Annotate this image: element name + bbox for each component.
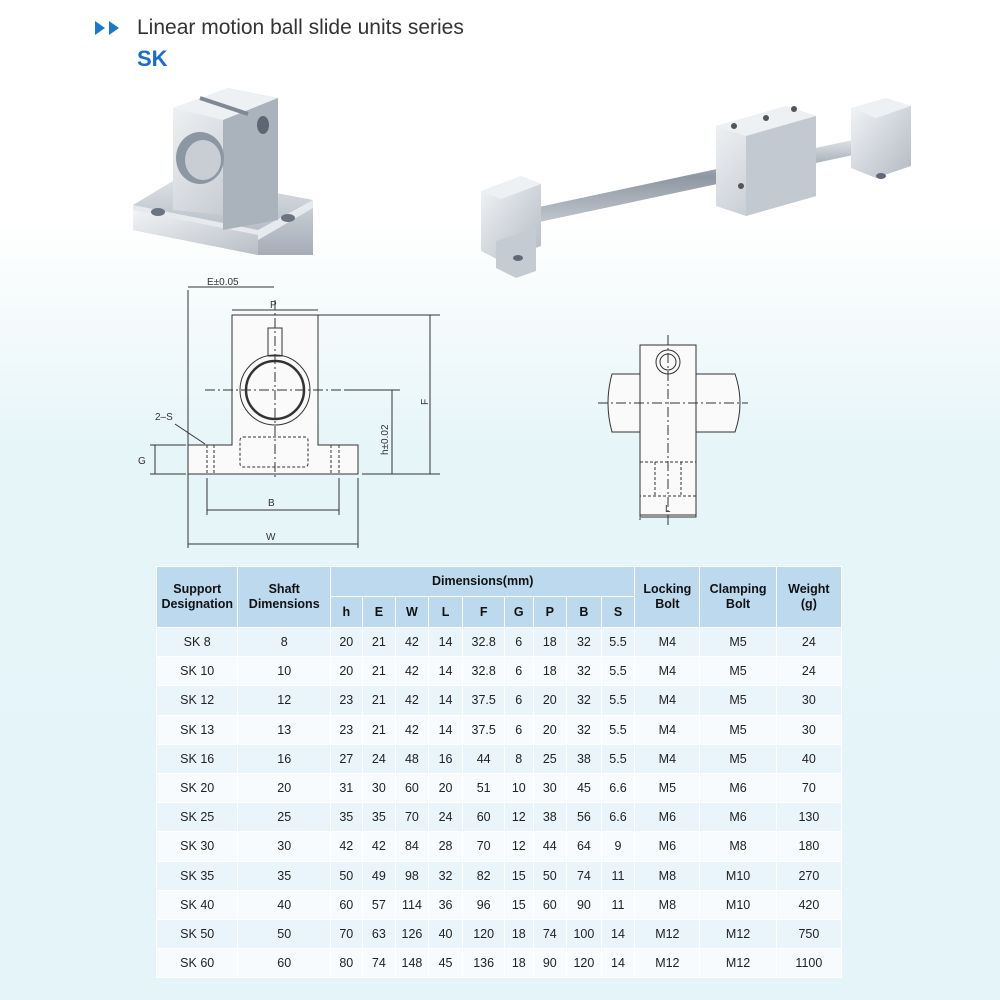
table-cell: M4 — [635, 686, 700, 715]
table-cell: 5.5 — [601, 715, 635, 744]
table-cell: 18 — [533, 628, 567, 657]
table-cell: 120 — [567, 949, 602, 978]
table-cell: M5 — [700, 715, 776, 744]
table-cell: M5 — [700, 686, 776, 715]
table-cell: 20 — [331, 628, 363, 657]
table-cell: 35 — [362, 803, 396, 832]
series-name: SK — [137, 46, 168, 71]
table-cell: 18 — [505, 949, 533, 978]
table-cell: M5 — [700, 657, 776, 686]
col-header-weight: Weight (g) — [776, 567, 841, 628]
table-cell: 23 — [331, 686, 363, 715]
table-cell: 30 — [776, 686, 841, 715]
table-row — [157, 803, 842, 832]
table-cell: SK 20 — [157, 773, 238, 802]
col-header-support: Support Designation — [157, 567, 238, 628]
col-header-h: h — [331, 597, 363, 628]
table-cell: M12 — [700, 919, 776, 948]
table-cell: 1100 — [776, 949, 841, 978]
table-cell: SK 25 — [157, 803, 238, 832]
table-cell: 12 — [505, 803, 533, 832]
table-cell: 60 — [463, 803, 505, 832]
table-cell: 42 — [396, 628, 429, 657]
table-row — [157, 628, 842, 657]
table-cell: 28 — [428, 832, 463, 861]
table-cell: 114 — [396, 890, 429, 919]
table-cell: 18 — [505, 919, 533, 948]
table-cell: 420 — [776, 890, 841, 919]
table-cell: SK 50 — [157, 919, 238, 948]
page-title: Linear motion ball slide units series — [137, 16, 464, 39]
table-cell: 36 — [428, 890, 463, 919]
table-cell: 32.8 — [463, 657, 505, 686]
table-cell: M6 — [700, 773, 776, 802]
dim-l-label: L — [665, 504, 671, 515]
table-row — [157, 657, 842, 686]
table-cell: 120 — [463, 919, 505, 948]
col-header-p: P — [533, 597, 567, 628]
table-cell: 45 — [428, 949, 463, 978]
table-cell: 44 — [533, 832, 567, 861]
table-cell: 20 — [331, 657, 363, 686]
table-cell: 30 — [776, 715, 841, 744]
table-cell: 16 — [238, 744, 331, 773]
table-cell: 136 — [463, 949, 505, 978]
table-cell: 44 — [463, 744, 505, 773]
table-cell: 42 — [396, 657, 429, 686]
col-header-e: E — [362, 597, 396, 628]
table-cell: 24 — [428, 803, 463, 832]
table-cell: 18 — [533, 657, 567, 686]
dim-p-label: P — [270, 300, 277, 311]
table-cell: 32 — [567, 715, 602, 744]
table-cell: M4 — [635, 715, 700, 744]
table-row — [157, 773, 842, 802]
table-cell: 35 — [238, 861, 331, 890]
col-header-s: S — [601, 597, 635, 628]
dim-g-label: G — [138, 456, 146, 467]
table-cell: SK 16 — [157, 744, 238, 773]
table-cell: 90 — [567, 890, 602, 919]
table-cell: 32 — [567, 657, 602, 686]
table-cell: 12 — [238, 686, 331, 715]
dim-h-label: h±0.02 — [380, 424, 391, 455]
table-cell: M8 — [635, 890, 700, 919]
table-cell: 130 — [776, 803, 841, 832]
table-cell: SK 30 — [157, 832, 238, 861]
table-cell: 21 — [362, 628, 396, 657]
table-cell: 148 — [396, 949, 429, 978]
col-header-locking-bolt: Locking Bolt — [635, 567, 700, 628]
table-cell: 80 — [331, 949, 363, 978]
table-cell: 100 — [567, 919, 602, 948]
table-cell: 57 — [362, 890, 396, 919]
table-cell: 25 — [533, 744, 567, 773]
table-cell: 38 — [533, 803, 567, 832]
table-cell: M10 — [700, 890, 776, 919]
table-cell: 50 — [533, 861, 567, 890]
table-cell: 40 — [238, 890, 331, 919]
table-cell: 6.6 — [601, 773, 635, 802]
table-cell: 16 — [428, 744, 463, 773]
table-cell: M12 — [700, 949, 776, 978]
table-cell: 32.8 — [463, 628, 505, 657]
dim-w-label: W — [266, 532, 276, 543]
table-cell: 30 — [238, 832, 331, 861]
table-cell: SK 12 — [157, 686, 238, 715]
table-cell: 98 — [396, 861, 429, 890]
table-cell: 32 — [428, 861, 463, 890]
dim-s-label: 2–S — [155, 412, 173, 423]
table-cell: 12 — [505, 832, 533, 861]
dim-e-label: E±0.05 — [207, 277, 239, 288]
table-cell: 180 — [776, 832, 841, 861]
table-cell: 96 — [463, 890, 505, 919]
table-cell: 20 — [533, 715, 567, 744]
table-cell: 40 — [776, 744, 841, 773]
table-cell: M8 — [700, 832, 776, 861]
table-cell: 27 — [331, 744, 363, 773]
table-cell: 40 — [428, 919, 463, 948]
table-cell: SK 8 — [157, 628, 238, 657]
table-cell: 15 — [505, 890, 533, 919]
table-cell: M5 — [700, 628, 776, 657]
table-cell: 42 — [362, 832, 396, 861]
table-cell: 10 — [505, 773, 533, 802]
col-header-shaft: Shaft Dimensions — [238, 567, 331, 628]
dim-f-label: F — [420, 398, 431, 405]
table-row — [157, 890, 842, 919]
table-cell: 37.5 — [463, 715, 505, 744]
table-cell: 30 — [362, 773, 396, 802]
table-cell: 14 — [601, 919, 635, 948]
table-row — [157, 919, 842, 948]
table-cell: 84 — [396, 832, 429, 861]
table-cell: 31 — [331, 773, 363, 802]
table-cell: 35 — [331, 803, 363, 832]
table-cell: 30 — [533, 773, 567, 802]
col-header-b: B — [567, 597, 602, 628]
table-row — [157, 949, 842, 978]
col-header-g: G — [505, 597, 533, 628]
col-header-w: W — [396, 597, 429, 628]
table-cell: 5.5 — [601, 628, 635, 657]
table-cell: 21 — [362, 715, 396, 744]
table-cell: 5.5 — [601, 686, 635, 715]
table-cell: M12 — [635, 949, 700, 978]
table-cell: 15 — [505, 861, 533, 890]
table-cell: SK 10 — [157, 657, 238, 686]
table-cell: 56 — [567, 803, 602, 832]
table-cell: 14 — [428, 715, 463, 744]
table-cell: 48 — [396, 744, 429, 773]
table-cell: 63 — [362, 919, 396, 948]
table-cell: 20 — [533, 686, 567, 715]
table-cell: 64 — [567, 832, 602, 861]
table-cell: 11 — [601, 861, 635, 890]
table-cell: 5.5 — [601, 657, 635, 686]
table-row — [157, 715, 842, 744]
table-cell: 24 — [362, 744, 396, 773]
table-cell: 750 — [776, 919, 841, 948]
table-cell: 60 — [533, 890, 567, 919]
table-cell: 6 — [505, 686, 533, 715]
table-cell: 8 — [505, 744, 533, 773]
table-cell: 74 — [362, 949, 396, 978]
table-cell: M6 — [700, 803, 776, 832]
table-cell: 14 — [428, 628, 463, 657]
table-cell: 70 — [396, 803, 429, 832]
table-cell: 60 — [396, 773, 429, 802]
table-cell: 6 — [505, 715, 533, 744]
table-cell: 74 — [533, 919, 567, 948]
col-header-clamping-bolt: Clamping Bolt — [700, 567, 776, 628]
table-cell: 70 — [331, 919, 363, 948]
col-header-dimensions: Dimensions(mm) — [331, 567, 635, 597]
table-cell: 42 — [331, 832, 363, 861]
table-cell: M12 — [635, 919, 700, 948]
table-cell: 82 — [463, 861, 505, 890]
table-cell: 5.5 — [601, 744, 635, 773]
table-cell: 74 — [567, 861, 602, 890]
table-cell: 38 — [567, 744, 602, 773]
table-cell: 20 — [238, 773, 331, 802]
table-cell: 6 — [505, 628, 533, 657]
table-cell: 24 — [776, 628, 841, 657]
table-cell: 49 — [362, 861, 396, 890]
table-row — [157, 744, 842, 773]
specification-table — [156, 566, 842, 978]
table-cell: M4 — [635, 657, 700, 686]
table-cell: 70 — [463, 832, 505, 861]
table-cell: M6 — [635, 803, 700, 832]
table-cell: 37.5 — [463, 686, 505, 715]
table-cell: 21 — [362, 686, 396, 715]
table-cell: 45 — [567, 773, 602, 802]
table-cell: M4 — [635, 628, 700, 657]
table-cell: 25 — [238, 803, 331, 832]
table-cell: 42 — [396, 686, 429, 715]
table-cell: SK 13 — [157, 715, 238, 744]
table-cell: M8 — [635, 861, 700, 890]
table-cell: 32 — [567, 686, 602, 715]
table-cell: 60 — [238, 949, 331, 978]
dim-b-label: B — [268, 498, 275, 509]
table-row — [157, 861, 842, 890]
table-cell: 126 — [396, 919, 429, 948]
table-cell: 14 — [428, 686, 463, 715]
table-cell: 50 — [238, 919, 331, 948]
table-cell: 23 — [331, 715, 363, 744]
table-cell: 10 — [238, 657, 331, 686]
table-cell: 11 — [601, 890, 635, 919]
table-cell: 13 — [238, 715, 331, 744]
table-cell: 24 — [776, 657, 841, 686]
table-cell: 20 — [428, 773, 463, 802]
table-cell: M5 — [700, 744, 776, 773]
table-cell: 50 — [331, 861, 363, 890]
table-cell: 21 — [362, 657, 396, 686]
table-row — [157, 832, 842, 861]
table-cell: M5 — [635, 773, 700, 802]
table-cell: 42 — [396, 715, 429, 744]
table-cell: 8 — [238, 628, 331, 657]
col-header-f: F — [463, 597, 505, 628]
table-cell: M6 — [635, 832, 700, 861]
table-cell: M10 — [700, 861, 776, 890]
table-cell: M4 — [635, 744, 700, 773]
table-body — [157, 628, 842, 978]
table-cell: 60 — [331, 890, 363, 919]
table-cell: 6 — [505, 657, 533, 686]
table-cell: SK 35 — [157, 861, 238, 890]
table-cell: 14 — [428, 657, 463, 686]
table-cell: 6.6 — [601, 803, 635, 832]
table-cell: SK 60 — [157, 949, 238, 978]
table-cell: 270 — [776, 861, 841, 890]
table-cell: SK 40 — [157, 890, 238, 919]
table-cell: 70 — [776, 773, 841, 802]
table-cell: 9 — [601, 832, 635, 861]
table-cell: 14 — [601, 949, 635, 978]
table-cell: 32 — [567, 628, 602, 657]
table-row — [157, 686, 842, 715]
table-cell: 51 — [463, 773, 505, 802]
col-header-l: L — [428, 597, 463, 628]
table-cell: 90 — [533, 949, 567, 978]
